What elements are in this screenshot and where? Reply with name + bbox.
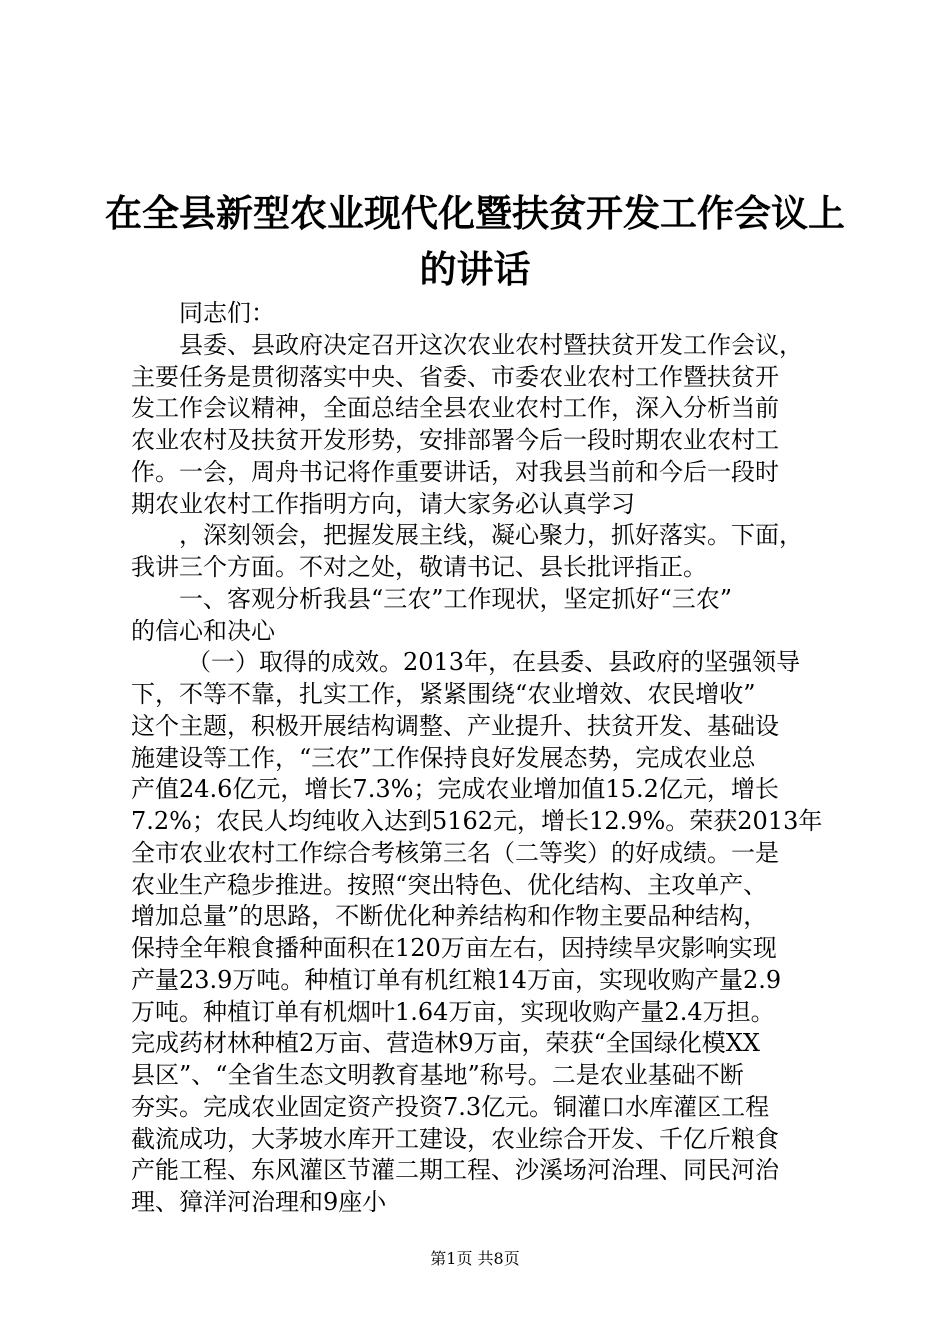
body-line: 理、獐洋河治理和9座小 xyxy=(131,1188,387,1216)
body-line: 县区”、“全省生态文明教育基地”称号。二是农业基础不断 xyxy=(131,1061,744,1089)
body-line: 万吨。种植订单有机烟叶1.64万亩，实现收购产量2.4万担。 xyxy=(131,997,775,1026)
body-line: 的信心和决心 xyxy=(131,616,275,645)
body-line: 主要任务是贯彻落实中央、省委、市委农业农村工作暨扶贫开 xyxy=(131,362,779,391)
title-line-2: 的讲话 xyxy=(419,248,531,291)
body-line: 截流成功，大茅坡水库开工建设，农业综合开发、千亿斤粮食 xyxy=(131,1124,779,1153)
title-line-1: 在全县新型农业现代化暨扶贫开发工作会议上 xyxy=(105,192,845,235)
body-line: 下，不等不靠，扎实工作，紧紧围绕“农业增效、农民增收” xyxy=(131,680,756,708)
body-line: 县委、县政府决定召开这次农业农村暨扶贫开发工作会议， xyxy=(179,330,803,359)
body-line: 全市农业农村工作综合考核第三名（二等奖）的好成绩。一是 xyxy=(131,838,779,867)
body-line: 施建设等工作，“三农”工作保持良好发展态势，完成农业总 xyxy=(131,743,756,772)
body-line: 期农业农村工作指明方向，请大家务必认真学习 xyxy=(131,489,635,518)
body-line: 作。一会，周舟书记将作重要讲话，对我县当前和今后一段时 xyxy=(131,457,779,486)
body-line: ，深刻领会，把握发展主线，凝心聚力，抓好落实。下面， xyxy=(179,521,803,550)
document-body xyxy=(131,298,831,1219)
document-title xyxy=(100,186,850,298)
body-line: 保持全年粮食播种面积在120万亩左右，因持续旱灾影响实现 xyxy=(131,934,777,962)
body-line: 增加总量”的思路，不断优化种养结构和作物主要品种结构， xyxy=(131,902,768,931)
body-line: 夯实。完成农业固定资产投资7.3亿元。铜灌口水库灌区工程 xyxy=(131,1092,770,1121)
body-line: 产量23.9万吨。种植订单有机红粮14万亩，实现收购产量2.9 xyxy=(131,965,782,994)
body-line: 农业生产稳步推进。按照“突出特色、优化结构、主攻单产、 xyxy=(131,870,768,899)
body-line: 7.2%；农民人均纯收入达到5162元，增长12.9%。荣获2013年 xyxy=(131,807,823,835)
body-line: 一、客观分析我县“三农”工作现状，坚定抓好“三农” xyxy=(179,584,733,613)
body-line: 农业农村及扶贫开发形势，安排部署今后一段时期农业农村工 xyxy=(131,426,779,454)
body-line: 我讲三个方面。不对之处，敬请书记、县长批评指正。 xyxy=(131,553,707,581)
body-line: 产值24.6亿元，增长7.3%；完成农业增加值15.2亿元，增长 xyxy=(131,775,779,804)
body-line: 完成药材林种植2万亩、营造林9万亩，荣获“全国绿化模XX xyxy=(131,1029,760,1058)
body-line: 产能工程、东风灌区节灌二期工程、沙溪场河治理、同民河治 xyxy=(131,1156,779,1185)
page-footer: 第1页 共8页 xyxy=(430,1249,520,1268)
body-line: 同志们： xyxy=(179,299,275,327)
body-line: 这个主题，积极开展结构调整、产业提升、扶贫开发、基础设 xyxy=(131,711,779,740)
body-line: （一）取得的成效。2013年，在县委、县政府的坚强领导 xyxy=(187,648,801,677)
body-line: 发工作会议精神，全面总结全县农业农村工作，深入分析当前 xyxy=(131,394,779,423)
